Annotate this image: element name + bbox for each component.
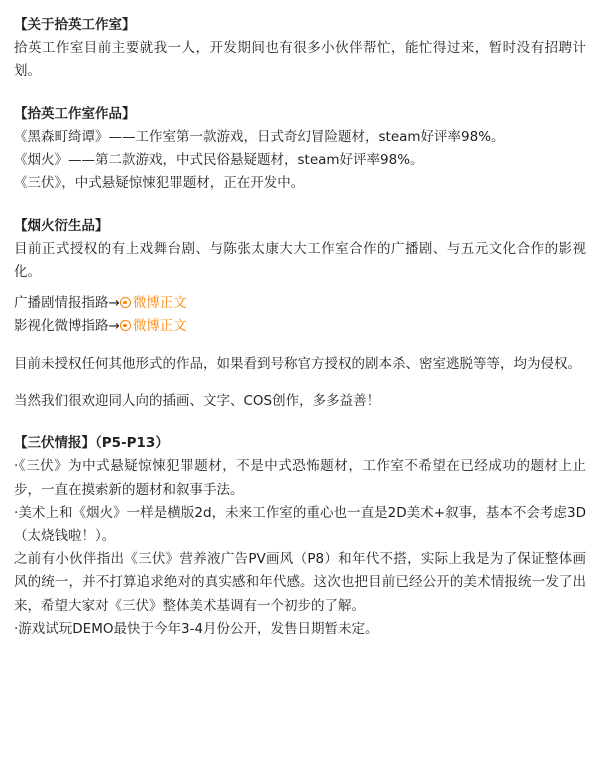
weibo-link-radio-drama[interactable] (120, 295, 187, 311)
section-heading-suffix: （P5-P13） (95, 435, 169, 452)
section-heading: 【关于拾英工作室】 (14, 17, 136, 33)
section-sanfu-news (14, 432, 586, 641)
paragraph: 之前有小伙伴指出《三伏》营养液广告PV画风（P8）和年代不搭，实际上我是为了保证整体画风的统一，并不打算追求绝对的真实感和年代感。这次也把目前已经公开的美术情报统一发了出来，希望大家对《三伏》整体美术基调有一个初步的了解。 (14, 551, 586, 614)
radio-drama-link-row (14, 292, 586, 315)
weibo-link-label: 微博正文 (132, 318, 187, 335)
spacer (14, 376, 586, 390)
paragraph: 拾英工作室目前主要就我一人，开发期间也有很多小伙伴帮忙，能忙得过来，暂时没有招聘计划。 (14, 40, 586, 80)
paragraph: 目前未授权任何其他形式的作品，如果看到号称官方授权的剧本杀、密室逃脱等等，均为侵权。 (14, 355, 581, 372)
section-heading: 【拾英工作室作品】 (14, 105, 136, 122)
spacer (14, 84, 586, 103)
section-heading (14, 432, 586, 455)
section-about-studio (14, 14, 586, 84)
link-prefix: 影视化微博指路→ (14, 318, 120, 335)
film-adaptation-link-row (14, 315, 586, 338)
spacer (14, 284, 586, 292)
paragraph: 《黑森町绮谭》——工作室第一款游戏，日式奇幻冒险题材，steam好评率98%。 (14, 128, 505, 145)
paragraph: ·游戏试玩DEMO最快于今年3-4月份公开，发售日期暂未定。 (14, 620, 379, 637)
link-prefix: 广播剧情报指路→ (14, 295, 120, 312)
paragraph: ·《三伏》为中式悬疑惊悚犯罪题材，不是中式恐怖题材，工作室不希望在已经成功的题材上止步，一直在摸索新的题材和叙事手法。 (14, 458, 586, 498)
paragraph: 目前正式授权的有上戏舞台剧、与陈张太康大大工作室合作的广播剧、与五元文化合作的影视化。 (14, 240, 586, 280)
section-heading: 【烟火衍生品】 (14, 217, 109, 234)
section-yanhuo-derivatives (14, 215, 586, 414)
weibo-link-film-adaptation[interactable] (120, 318, 187, 334)
spacer (14, 339, 586, 353)
weibo-icon (120, 320, 131, 331)
weibo-icon (120, 297, 131, 308)
section-studio-works (14, 103, 586, 196)
weibo-link-label: 微博正文 (132, 295, 187, 312)
paragraph: ·美术上和《烟火》一样是横版2d，未来工作室的重心也一直是2D美术+叙事，基本不会考虑3D（太烧钱啦！）。 (14, 504, 586, 544)
spacer (14, 196, 586, 215)
spacer (14, 413, 586, 432)
paragraph: 《烟火》——第二款游戏，中式民俗悬疑题材，steam好评率98%。 (14, 152, 424, 169)
section-heading-text: 【三伏情报】 (14, 435, 95, 452)
paragraph: 《三伏》，中式悬疑惊悚犯罪题材，正在开发中。 (14, 175, 305, 192)
paragraph: 当然我们很欢迎同人向的插画、文字、COS创作，多多益善！ (14, 392, 381, 409)
